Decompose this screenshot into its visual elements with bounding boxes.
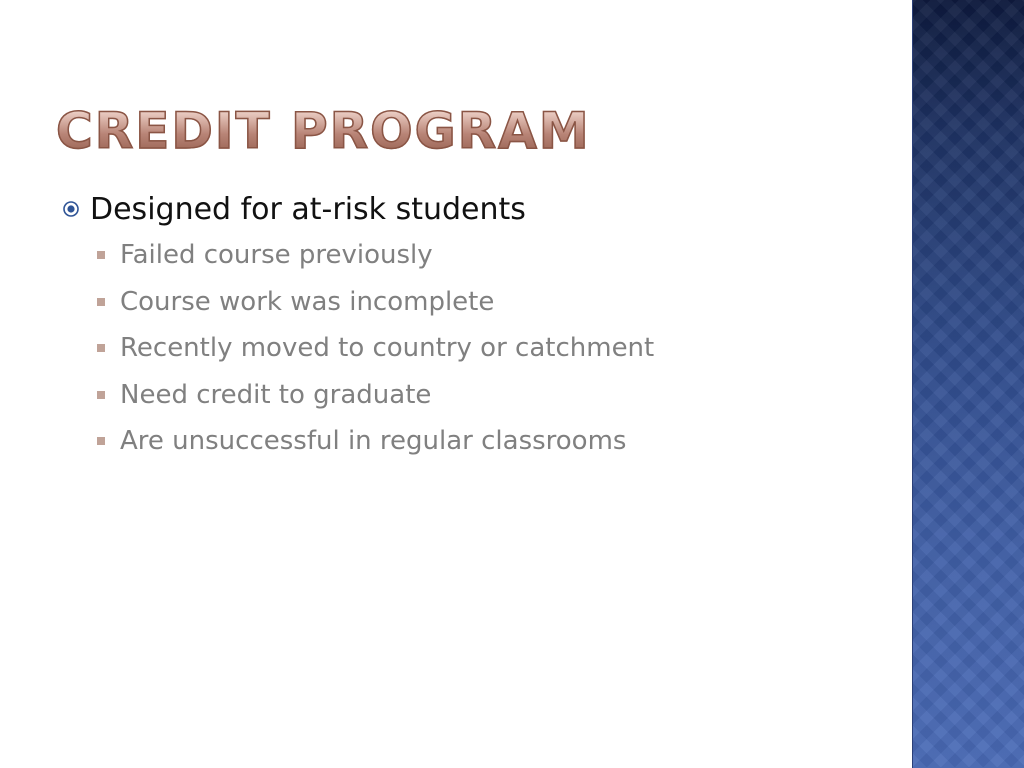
sub-bullet-text: Recently moved to country or catchment	[120, 333, 655, 364]
sub-bullet-item	[62, 279, 882, 326]
sub-bullet-item	[62, 232, 882, 279]
sub-bullet-text: Need credit to graduate	[120, 379, 432, 410]
main-bullet-item	[62, 186, 882, 232]
square-bullet-icon	[97, 251, 105, 259]
main-bullet-text: Designed for at-risk students	[90, 191, 526, 227]
sub-bullet-item	[62, 325, 882, 372]
sub-bullet-text: Course work was incomplete	[120, 286, 495, 317]
sub-bullet-list	[62, 232, 882, 465]
square-bullet-icon	[97, 391, 105, 399]
square-bullet-icon	[97, 344, 105, 352]
sub-bullet-item	[62, 372, 882, 419]
sub-bullet-item	[62, 418, 882, 465]
square-bullet-icon	[97, 298, 105, 306]
radio-bullet-icon	[62, 200, 80, 218]
slide-content	[62, 186, 882, 465]
decorative-side-panel	[912, 0, 1024, 768]
square-bullet-icon	[97, 437, 105, 445]
sub-bullet-text: Failed course previously	[120, 240, 433, 271]
slide-title: CREDIT PROGRAM	[56, 102, 591, 160]
sub-bullet-text: Are unsuccessful in regular classrooms	[120, 426, 627, 457]
